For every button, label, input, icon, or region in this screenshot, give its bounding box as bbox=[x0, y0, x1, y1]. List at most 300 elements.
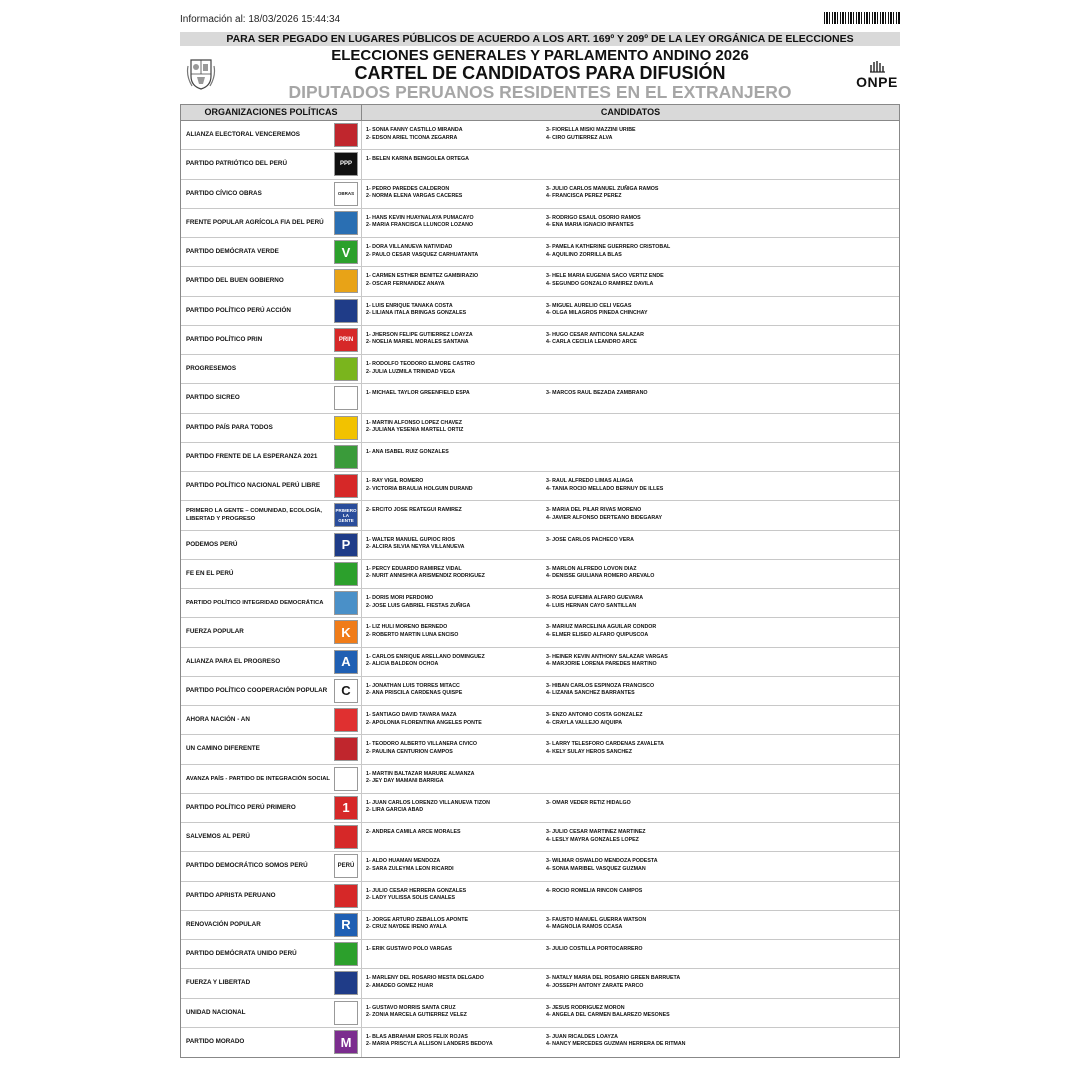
candidate-3: 3- MIGUEL AURELIO CELI VEGAS bbox=[546, 302, 632, 309]
candidates-col-2 bbox=[546, 911, 746, 939]
candidate-1: 1- SONIA FANNY CASTILLO MIRANDA bbox=[366, 127, 463, 133]
party-logo-cell bbox=[331, 121, 362, 149]
candidate-3: 3- PAMELA KATHERINE GUERRERO CRISTOBAL bbox=[546, 244, 671, 250]
candidate-1: 1- WALTER MANUEL GUPIOC RIOS bbox=[366, 536, 455, 543]
party-logo-cell bbox=[331, 735, 362, 763]
candidate-3: 3- HIBAN CARLOS ESPINOZA FRANCISCO bbox=[546, 682, 655, 689]
candidate-4: 4- JAVIER ALFONSO DERTEANO BIDEGARAY bbox=[546, 514, 663, 521]
candidate-4: 4- TANIA ROCIO MELLADO BERNUY DE ILLES bbox=[546, 485, 664, 492]
candidates-col-2 bbox=[546, 209, 746, 237]
candidates-col-2 bbox=[546, 238, 746, 266]
table-header bbox=[181, 105, 899, 121]
barcode-icon bbox=[824, 12, 900, 24]
candidate-1: 1- CARLOS ENRIQUE ARELLANO DOMINGUEZ bbox=[366, 653, 485, 660]
candidate-1: 1- MARTIN BALTAZAR MARURE ALMANZA bbox=[366, 770, 475, 777]
candidates-col-2 bbox=[546, 180, 746, 208]
party-logo-cell bbox=[331, 472, 362, 500]
party-name: FE EN EL PERÚ bbox=[186, 569, 234, 577]
candidate-2: 2- JEY DAY MAMANI BARRIGA bbox=[366, 778, 444, 784]
party-name: PARTIDO PAÍS PARA TODOS bbox=[186, 423, 273, 431]
party-logo-cell bbox=[331, 969, 362, 997]
party-logo-cell bbox=[331, 531, 362, 559]
party-logo-cell bbox=[331, 1028, 362, 1057]
candidates-col-2 bbox=[546, 355, 746, 383]
candidates-col-1 bbox=[362, 355, 546, 383]
party-name: PARTIDO DEMOCRÁTICO SOMOS PERÚ bbox=[186, 862, 308, 870]
candidates-col-2 bbox=[546, 414, 746, 442]
candidates-col-1 bbox=[362, 472, 546, 500]
candidates-col-2 bbox=[546, 999, 746, 1027]
candidates-cell bbox=[362, 882, 899, 910]
table-body bbox=[181, 121, 899, 1057]
party-logo-cell bbox=[331, 297, 362, 325]
candidates-cell bbox=[362, 969, 899, 997]
party-logo-icon: M bbox=[334, 1030, 358, 1054]
candidates-col-2 bbox=[546, 121, 746, 149]
candidate-2: 2- JOSE LUIS GABRIEL FIESTAS ZUÑIGA bbox=[366, 602, 471, 609]
candidate-2: 2- NORMA ELENA VARGAS CACERES bbox=[366, 193, 463, 199]
candidates-col-2 bbox=[546, 618, 746, 646]
candidate-4: 4- LIZANIA SANCHEZ BARRANTES bbox=[546, 690, 635, 697]
candidate-3: 3- HELE MARIA EUGENIA SACO VERTIZ ENDE bbox=[546, 273, 664, 280]
candidates-cell bbox=[362, 823, 899, 851]
candidates-cell bbox=[362, 238, 899, 266]
candidates-cell bbox=[362, 267, 899, 295]
party-logo-icon: PERÚ bbox=[334, 854, 358, 878]
table-row bbox=[181, 472, 899, 501]
candidate-3: 3- RAUL ALFREDO LIMAS ALIAGA bbox=[546, 478, 634, 484]
party-logo-cell bbox=[331, 852, 362, 880]
candidates-cell bbox=[362, 326, 899, 354]
party-logo-icon bbox=[334, 825, 358, 849]
candidate-1: 1- ERIK GUSTAVO POLO VARGAS bbox=[366, 946, 452, 952]
candidate-4: 4- ENA MARIA IGNACIO INFANTES bbox=[546, 222, 634, 229]
candidates-cell bbox=[362, 472, 899, 500]
table-row bbox=[181, 297, 899, 326]
candidates-col-1 bbox=[362, 969, 546, 997]
party-logo-icon bbox=[334, 1001, 358, 1025]
candidates-cell bbox=[362, 414, 899, 442]
candidate-2: 2- EDSON ARIEL TICONA ZEGARRA bbox=[366, 134, 458, 141]
candidate-1: 1- SANTIAGO DAVID TAVARA MAZA bbox=[366, 712, 457, 718]
candidates-col-2 bbox=[546, 823, 746, 851]
party-logo-cell bbox=[331, 501, 362, 529]
candidates-col-1 bbox=[362, 150, 546, 178]
table-row bbox=[181, 940, 899, 969]
candidates-cell bbox=[362, 648, 899, 676]
candidates-cell bbox=[362, 794, 899, 822]
candidates-cell bbox=[362, 618, 899, 646]
candidate-3: 3- WILMAR OSWALDO MENDOZA PODESTA bbox=[546, 858, 658, 865]
table-row bbox=[181, 911, 899, 940]
candidate-2: 2- NURIT ANNISHKA ARISMENDIZ RODRIGUEZ bbox=[366, 573, 485, 580]
candidate-4: 4- NANCY MERCEDES GUZMAN HERRERA DE RITMAN bbox=[546, 1041, 686, 1048]
candidate-3: 3- LARRY TELESFORO CARDENAS ZAVALETA bbox=[546, 741, 665, 748]
poster-title: CARTEL DE CANDIDATOS PARA DIFUSIÓN bbox=[354, 63, 726, 83]
party-logo-icon bbox=[334, 386, 358, 410]
candidate-4: 4- AQUILINO ZORRILLA BLAS bbox=[546, 251, 622, 258]
candidate-3: 3- OMAR VEDER RETIZ HIDALGO bbox=[546, 799, 631, 806]
candidate-2: 2- JULIANA YESENIA MARTELL ORTIZ bbox=[366, 427, 464, 433]
candidates-col-2 bbox=[546, 735, 746, 763]
table-row bbox=[181, 882, 899, 911]
candidate-3: 3- HUGO CESAR ANTICONA SALAZAR bbox=[546, 331, 644, 338]
party-logo-cell bbox=[331, 677, 362, 705]
party-name: PODEMOS PERÚ bbox=[186, 540, 238, 548]
candidates-col-1 bbox=[362, 209, 546, 237]
table-row bbox=[181, 355, 899, 384]
party-logo-cell bbox=[331, 238, 362, 266]
party-logo-cell bbox=[331, 326, 362, 354]
table-row bbox=[181, 735, 899, 764]
party-name: SALVEMOS AL PERÚ bbox=[186, 833, 250, 841]
party-logo-icon bbox=[334, 445, 358, 469]
candidates-col-1 bbox=[362, 267, 546, 295]
table-row bbox=[181, 209, 899, 238]
table-row bbox=[181, 150, 899, 179]
party-name: PARTIDO POLÍTICO PERÚ PRIMERO bbox=[186, 803, 296, 811]
candidates-col-1 bbox=[362, 560, 546, 588]
party-logo-cell bbox=[331, 823, 362, 851]
party-name: AVANZA PAÍS - PARTIDO DE INTEGRACIÓN SOCIAL bbox=[186, 775, 330, 782]
table-row bbox=[181, 531, 899, 560]
candidates-col-1 bbox=[362, 531, 546, 559]
candidates-col-1 bbox=[362, 999, 546, 1027]
candidate-3: 3- FIORELLA MISKI MAZZINI URIBE bbox=[546, 127, 636, 133]
party-logo-cell bbox=[331, 911, 362, 939]
candidates-col-2 bbox=[546, 560, 746, 588]
party-logo-icon bbox=[334, 708, 358, 732]
table-row bbox=[181, 852, 899, 881]
header-candidates: CANDIDATOS bbox=[600, 107, 661, 117]
party-logo-icon bbox=[334, 942, 358, 966]
candidate-2: 2- NOELIA MARIEL MORALES SANTANA bbox=[366, 339, 469, 346]
party-logo-cell bbox=[331, 209, 362, 237]
candidate-2: 2- AMADEO GOMEZ HUAR bbox=[366, 982, 434, 989]
candidates-col-1 bbox=[362, 589, 546, 617]
election-title: ELECCIONES GENERALES Y PARLAMENTO ANDINO 2026 bbox=[331, 47, 749, 64]
party-logo-cell bbox=[331, 999, 362, 1027]
party-name: AHORA NACIÓN - AN bbox=[186, 716, 250, 724]
candidates-cell bbox=[362, 355, 899, 383]
candidates-col-1 bbox=[362, 501, 546, 529]
candidate-4: 4- FRANCISCA PEREZ PEREZ bbox=[546, 193, 622, 199]
party-logo-cell bbox=[331, 794, 362, 822]
candidates-col-2 bbox=[546, 589, 746, 617]
party-logo-cell bbox=[331, 355, 362, 383]
candidate-1: 1- HANS KEVIN HUAYNALAYA PUMACAYO bbox=[366, 214, 474, 221]
candidate-4: 4- CRAYLA VALLEJO AIQUIPA bbox=[546, 719, 623, 726]
ballot-hand-icon bbox=[868, 60, 888, 74]
party-logo-icon bbox=[334, 416, 358, 440]
candidate-2: 2- OSCAR FERNANDEZ ANAYA bbox=[366, 280, 445, 287]
onpe-logo-text: ONPE bbox=[856, 74, 898, 90]
party-logo-icon: PPP bbox=[334, 152, 358, 176]
candidates-col-2 bbox=[546, 852, 746, 880]
party-name: PARTIDO DEL BUEN GOBIERNO bbox=[186, 277, 284, 285]
candidates-col-1 bbox=[362, 326, 546, 354]
party-logo-icon: C bbox=[334, 679, 358, 703]
table-row bbox=[181, 1028, 899, 1057]
party-name: PARTIDO POLÍTICO PRIN bbox=[186, 335, 263, 343]
table-row bbox=[181, 560, 899, 589]
candidate-4: 4- CARLA CECILIA LEANDRO ARCE bbox=[546, 339, 637, 346]
candidate-2: 2- ROBERTO MARTIN LUNA ENCISO bbox=[366, 631, 459, 638]
candidate-3: 3- FAUSTO MANUEL GUERRA WATSON bbox=[546, 916, 647, 923]
party-name: PARTIDO POLÍTICO COOPERACIÓN POPULAR bbox=[186, 686, 328, 694]
candidates-cell bbox=[362, 940, 899, 968]
candidate-1: 1- DORA VILLANUEVA NATIVIDAD bbox=[366, 244, 453, 250]
party-logo-cell bbox=[331, 618, 362, 646]
candidate-1: 1- JHERSON FELIPE GUTIERREZ LOAYZA bbox=[366, 331, 473, 338]
candidate-4: 4- OLGA MILAGROS PINEDA CHINCHAY bbox=[546, 310, 648, 316]
party-logo-cell bbox=[331, 589, 362, 617]
candidates-col-2 bbox=[546, 472, 746, 500]
candidates-col-2 bbox=[546, 150, 746, 178]
candidate-1: 1- MARTIN ALFONSO LOPEZ CHAVEZ bbox=[366, 419, 462, 426]
table-row bbox=[181, 677, 899, 706]
table-row bbox=[181, 443, 899, 472]
party-name: PROGRESEMOS bbox=[186, 365, 237, 373]
candidate-4: 4- ELMER ELISEO ALFARO QUIPUSCOA bbox=[546, 631, 649, 638]
candidates-cell bbox=[362, 531, 899, 559]
candidate-3: 3- HEINER KEVIN ANTHONY SALAZAR VARGAS bbox=[546, 653, 668, 660]
notice-banner: PARA SER PEGADO EN LUGARES PÚBLICOS DE ACUERDO A LOS ART. 169º Y 209º DE LA LEY ORGÁNICA DE ELECCIONES bbox=[180, 32, 900, 46]
candidate-3: 3- JOSE CARLOS PACHECO VERA bbox=[546, 536, 634, 543]
table-row bbox=[181, 501, 899, 530]
candidate-1: 1- PERCY EDUARDO RAMIREZ VIDAL bbox=[366, 565, 462, 572]
candidates-cell bbox=[362, 501, 899, 529]
candidates-col-2 bbox=[546, 677, 746, 705]
candidate-1: 1- BELEN KARINA BEINGOLEA ORTEGA bbox=[366, 156, 469, 163]
candidate-3: 3- MARIA DEL PILAR RIVAS MORENO bbox=[546, 507, 642, 514]
candidate-1: 1- ANA ISABEL RUIZ GONZALES bbox=[366, 448, 449, 455]
candidates-col-2 bbox=[546, 326, 746, 354]
candidate-1: 1- ALDO HUAMAN MENDOZA bbox=[366, 858, 441, 865]
party-logo-cell bbox=[331, 940, 362, 968]
candidate-2: 2- MARIA PRISCYLA ALLISON LANDERS BEDOYA bbox=[366, 1041, 493, 1048]
candidate-4: 4- ROCIO ROMELIA RINCON CAMPOS bbox=[546, 887, 643, 894]
candidate-1: 1- LUIS ENRIQUE TANAKA COSTA bbox=[366, 302, 453, 309]
candidates-col-1 bbox=[362, 706, 546, 734]
party-name: RENOVACIÓN POPULAR bbox=[186, 920, 261, 928]
party-logo-icon bbox=[334, 299, 358, 323]
party-logo-icon bbox=[334, 357, 358, 381]
candidate-1: 1- MARLENY DEL ROSARIO MESTA DELGADO bbox=[366, 975, 484, 982]
candidate-1: 1- JONATHAN LUIS TORRES MITACC bbox=[366, 682, 460, 689]
candidates-col-1 bbox=[362, 618, 546, 646]
party-logo-cell bbox=[331, 414, 362, 442]
party-name: PARTIDO FRENTE DE LA ESPERANZA 2021 bbox=[186, 452, 318, 460]
candidates-col-1 bbox=[362, 180, 546, 208]
party-logo-icon: OBRAS bbox=[334, 182, 358, 206]
party-logo-icon bbox=[334, 737, 358, 761]
party-logo-icon bbox=[334, 123, 358, 147]
party-name: PARTIDO CÍVICO OBRAS bbox=[186, 189, 262, 197]
candidate-1: 1- RAY VIGIL ROMERO bbox=[366, 478, 424, 484]
candidate-4: 4- CIRO GUTIERREZ ALVA bbox=[546, 134, 613, 141]
party-name: PARTIDO DEMÓCRATA UNIDO PERÚ bbox=[186, 950, 297, 958]
candidates-col-2 bbox=[546, 267, 746, 295]
party-logo-icon: R bbox=[334, 913, 358, 937]
candidates-col-1 bbox=[362, 414, 546, 442]
poster-subtitle: DIPUTADOS PERUANOS RESIDENTES EN EL EXTRANJERO bbox=[288, 82, 792, 102]
candidates-cell bbox=[362, 765, 899, 793]
candidates-col-2 bbox=[546, 706, 746, 734]
candidates-col-2 bbox=[546, 940, 746, 968]
candidate-4: 4- KELY SULAY HEROS SANCHEZ bbox=[546, 748, 632, 755]
candidates-cell bbox=[362, 706, 899, 734]
candidate-1: 1- MICHAEL TAYLOR GREENFIELD ESPA bbox=[366, 390, 470, 397]
candidate-4: 4- MAGNOLIA RAMOS CCASA bbox=[546, 924, 623, 931]
candidate-4: 4- ANGELA DEL CARMEN BALAREZO MESONES bbox=[546, 1012, 670, 1018]
table-row bbox=[181, 823, 899, 852]
candidates-col-1 bbox=[362, 735, 546, 763]
candidate-2: 2- SARA ZULEYMA LEON RICARDI bbox=[366, 865, 454, 872]
party-logo-icon bbox=[334, 884, 358, 908]
party-name: FUERZA Y LIBERTAD bbox=[186, 979, 251, 987]
candidates-col-2 bbox=[546, 648, 746, 676]
party-logo-icon: A bbox=[334, 650, 358, 674]
party-logo-cell bbox=[331, 384, 362, 412]
candidates-table bbox=[180, 104, 900, 1058]
table-row bbox=[181, 384, 899, 413]
onpe-logo bbox=[852, 60, 902, 92]
party-logo-icon bbox=[334, 562, 358, 586]
candidates-col-1 bbox=[362, 121, 546, 149]
candidate-1: 1- RODOLFO TEODORO ELMORE CASTRO bbox=[366, 361, 475, 367]
party-name: PARTIDO SICREO bbox=[186, 394, 240, 402]
party-name: ALIANZA ELECTORAL VENCEREMOS bbox=[186, 131, 300, 139]
candidates-col-1 bbox=[362, 1028, 546, 1057]
party-name: PARTIDO POLÍTICO NACIONAL PERÚ LIBRE bbox=[186, 482, 321, 490]
candidates-cell bbox=[362, 209, 899, 237]
table-row bbox=[181, 765, 899, 794]
candidates-col-1 bbox=[362, 794, 546, 822]
candidates-cell bbox=[362, 150, 899, 178]
candidates-col-2 bbox=[546, 882, 746, 910]
candidate-2: 2- PAULINA CENTURION CAMPOS bbox=[366, 748, 453, 755]
party-name: PRIMERO LA GENTE – COMUNIDAD, ECOLOGÍA, LIBERTAD Y PROGRESO bbox=[186, 508, 323, 523]
candidates-col-2 bbox=[546, 969, 746, 997]
candidates-col-2 bbox=[546, 531, 746, 559]
party-logo-cell bbox=[331, 267, 362, 295]
party-logo-cell bbox=[331, 560, 362, 588]
candidate-3: 3- JULIO CESAR MARTINEZ MARTINEZ bbox=[546, 829, 646, 835]
party-name: FRENTE POPULAR AGRÍCOLA FIA DEL PERÚ bbox=[186, 218, 324, 226]
candidate-1: 1- DORIS MORI PERDOMO bbox=[366, 595, 434, 601]
candidate-2: 2- ANDREA CAMILA ARCE MORALES bbox=[366, 829, 461, 835]
candidates-cell bbox=[362, 677, 899, 705]
party-logo-icon: K bbox=[334, 620, 358, 644]
candidate-1: 1- CARMEN ESTHER BENITEZ GAMBIRAZIO bbox=[366, 273, 479, 280]
candidate-1: 1- PEDRO PAREDES CALDERON bbox=[366, 185, 450, 192]
candidate-1: 1- TEODORO ALBERTO VILLANERA CIVICO bbox=[366, 741, 478, 748]
candidates-cell bbox=[362, 1028, 899, 1057]
candidates-cell bbox=[362, 384, 899, 412]
party-name: PARTIDO POLÍTICO PERÚ ACCIÓN bbox=[186, 306, 291, 314]
candidates-cell bbox=[362, 735, 899, 763]
party-logo-icon: P bbox=[334, 533, 358, 557]
candidate-4: 4- SONIA MARIBEL VASQUEZ GUZMAN bbox=[546, 865, 646, 872]
candidate-4: 4- JOSSEPH ANTONY ZARATE PARCO bbox=[546, 982, 644, 989]
candidate-2: 2- MARIA FRANCISCA LLUNCOR LOZANO bbox=[366, 222, 474, 229]
table-row bbox=[181, 589, 899, 618]
table-row bbox=[181, 326, 899, 355]
party-logo-icon: V bbox=[334, 240, 358, 264]
candidates-col-2 bbox=[546, 297, 746, 325]
table-row bbox=[181, 267, 899, 296]
candidates-col-2 bbox=[546, 1028, 746, 1057]
table-row bbox=[181, 969, 899, 998]
party-name: PARTIDO PATRIÓTICO DEL PERÚ bbox=[186, 160, 287, 168]
candidates-cell bbox=[362, 297, 899, 325]
party-name: PARTIDO APRISTA PERUANO bbox=[186, 891, 276, 899]
candidate-1: 1- LIZ HULI MORENO BERNEDO bbox=[366, 624, 448, 631]
candidate-2: 2- ERCITO JOSE REATEGUI RAMIREZ bbox=[366, 507, 462, 514]
candidates-col-2 bbox=[546, 794, 746, 822]
candidate-4: 4- LUIS HERNAN CAYO SANTILLAN bbox=[546, 602, 637, 609]
candidate-3: 3- JUAN RICALDES LOAYZA bbox=[546, 1033, 618, 1040]
table-row bbox=[181, 414, 899, 443]
candidate-1: 1- JORGE ARTURO ZEBALLOS APONTE bbox=[366, 916, 469, 923]
table-row bbox=[181, 706, 899, 735]
candidates-col-1 bbox=[362, 384, 546, 412]
party-name: PARTIDO DEMÓCRATA VERDE bbox=[186, 248, 279, 256]
candidates-col-1 bbox=[362, 882, 546, 910]
party-name: PARTIDO POLÍTICO INTEGRIDAD DEMOCRÁTICA bbox=[186, 600, 324, 607]
party-logo-cell bbox=[331, 150, 362, 178]
table-row bbox=[181, 180, 899, 209]
candidates-cell bbox=[362, 121, 899, 149]
candidates-col-1 bbox=[362, 238, 546, 266]
candidate-3: 3- ENZO ANTONIO COSTA GONZALEZ bbox=[546, 712, 643, 718]
candidates-cell bbox=[362, 852, 899, 880]
candidate-2: 2- JULIA LUZMILA TRINIDAD VEGA bbox=[366, 368, 456, 375]
party-logo-cell bbox=[331, 706, 362, 734]
candidates-col-1 bbox=[362, 911, 546, 939]
table-row bbox=[181, 618, 899, 647]
candidates-col-2 bbox=[546, 765, 746, 793]
candidates-col-1 bbox=[362, 823, 546, 851]
candidates-col-2 bbox=[546, 443, 746, 471]
candidate-4: 4- LESLY MAYRA GONZALES LOPEZ bbox=[546, 836, 639, 843]
party-name: ALIANZA PARA EL PROGRESO bbox=[186, 657, 281, 665]
candidate-3: 3- MARCOS RAUL BEZADA ZAMBRANO bbox=[546, 390, 648, 397]
table-row bbox=[181, 121, 899, 150]
candidate-3: 3- NATALY MARIA DEL ROSARIO GREEN BARRUETA bbox=[546, 975, 681, 982]
candidate-2: 2- LADY YULISSA SOLIS CANALES bbox=[366, 895, 456, 901]
candidate-4: 4- MARJORIE LORENA PAREDES MARTINO bbox=[546, 661, 657, 667]
candidate-3: 3- MARLON ALFREDO LOVON DIAZ bbox=[546, 565, 637, 572]
candidates-col-2 bbox=[546, 501, 746, 529]
party-logo-icon: PRIMERO LA GENTE bbox=[334, 503, 358, 527]
candidate-1: 1- GUSTAVO MORRIS SANTA CRUZ bbox=[366, 1004, 456, 1011]
candidate-2: 2- ALCIRA SILVIA NEYRA VILLANUEVA bbox=[366, 544, 465, 550]
candidate-4: 4- SEGUNDO GONZALO RAMIREZ DAVILA bbox=[546, 280, 654, 287]
candidates-col-1 bbox=[362, 443, 546, 471]
party-name: UN CAMINO DIFERENTE bbox=[186, 745, 260, 753]
party-logo-cell bbox=[331, 882, 362, 910]
candidates-col-1 bbox=[362, 648, 546, 676]
party-logo-cell bbox=[331, 648, 362, 676]
candidates-col-1 bbox=[362, 940, 546, 968]
candidate-3: 3- RODRIGO ESAUL OSORIO RAMOS bbox=[546, 214, 641, 221]
party-name: UNIDAD NACIONAL bbox=[186, 1008, 246, 1016]
party-logo-icon: PRIN bbox=[334, 328, 358, 352]
candidate-3: 3- JULIO COSTILLA PORTOCARRERO bbox=[546, 946, 643, 952]
table-row bbox=[181, 238, 899, 267]
